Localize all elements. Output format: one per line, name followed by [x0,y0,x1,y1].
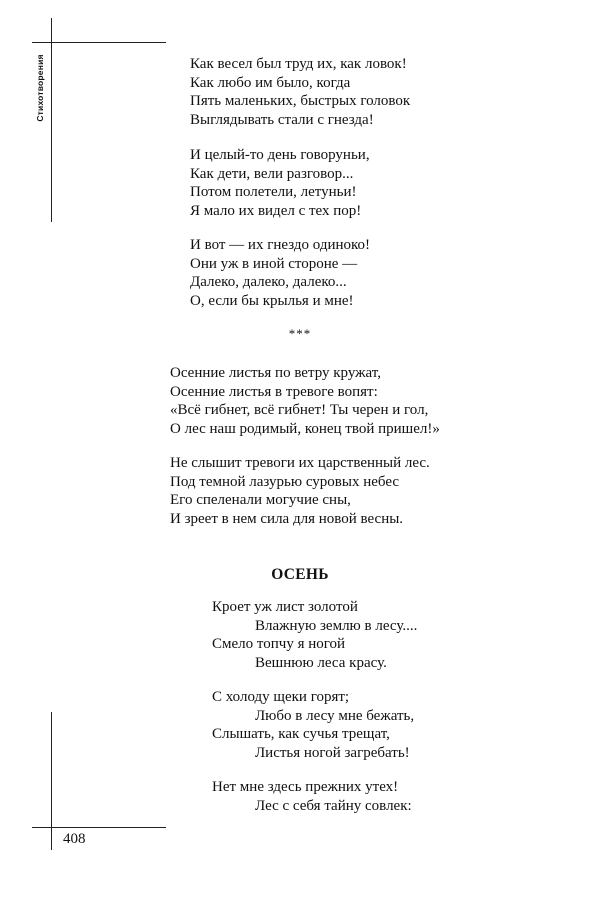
verse-line: И зреет в нем сила для новой весны. [170,510,404,527]
verse-line: И целый-то день говоруньи, [190,147,370,163]
verse-line: Листья ногой загребать! [255,744,410,761]
poem-title: ОСЕНЬ [271,566,329,583]
verse-line: Под темной лазурью суровых небес [170,473,400,490]
verse-line: Как весел был труд их, как ловок! [190,56,407,72]
verse-line: О лес наш родимый, конец твой пришел!» [170,420,440,437]
stanza [212,688,414,762]
verse-line: «Всё гибнет, всё гибнет! Ты черен и гол, [170,402,429,418]
verse-line: О, если бы крылья и мне! [190,292,354,309]
page-number: 408 [63,831,86,847]
stanza [212,598,417,672]
margin-rule-vertical-top [51,18,52,222]
verse-line: Они уж в иной стороне — [190,255,358,272]
verse-line: Как дети, вели разговор... [190,165,354,182]
verse-line: Кроет уж лист золотой [212,599,358,615]
verse-line: Я мало их видел с тех пор! [190,202,362,219]
verse-line: Его спеленали могучие сны, [170,492,351,508]
verse-line: Осенние листья по ветру кружат, [170,365,381,381]
stanza [190,55,410,129]
section-label: Стихотворения [35,54,45,122]
stanza [190,146,370,220]
verse-line: С холоду щеки горят; [212,689,350,705]
stanza [170,454,430,528]
verse-line: Пять маленьких, быстрых головок [190,93,411,109]
verse-line: Слышать, как сучья трещат, [212,726,390,742]
verse-line: Вешнюю леса красу. [255,654,387,671]
stanza [190,236,370,310]
verse-line: Потом полетели, летуньи! [190,184,357,200]
verse-line: Выглядывать стали с гнезда! [190,111,374,128]
verse-line: Как любо им было, когда [190,74,351,91]
verse-line: И вот — их гнездо одиноко! [190,237,371,253]
verse-line: Нет мне здесь прежних утех! [212,779,399,795]
poem-separator: *** [288,326,312,341]
stanza [170,364,440,438]
verse-line: Лес с себя тайну совлек: [255,797,412,814]
verse-line: Любо в лесу мне бежать, [255,707,415,724]
stanza [212,778,412,815]
margin-rule-vertical-bottom [51,712,52,850]
verse-line: Смело топчу я ногой [212,636,346,652]
verse-line: Осенние листья в тревоге вопят: [170,383,378,400]
verse-line: Влажную землю в лесу.... [255,617,418,634]
margin-rule-horizontal-bottom [32,827,166,828]
margin-rule-horizontal-top [32,42,166,43]
verse-line: Не слышит тревоги их царственный лес. [170,455,430,471]
verse-line: Далеко, далеко, далеко... [190,274,347,290]
